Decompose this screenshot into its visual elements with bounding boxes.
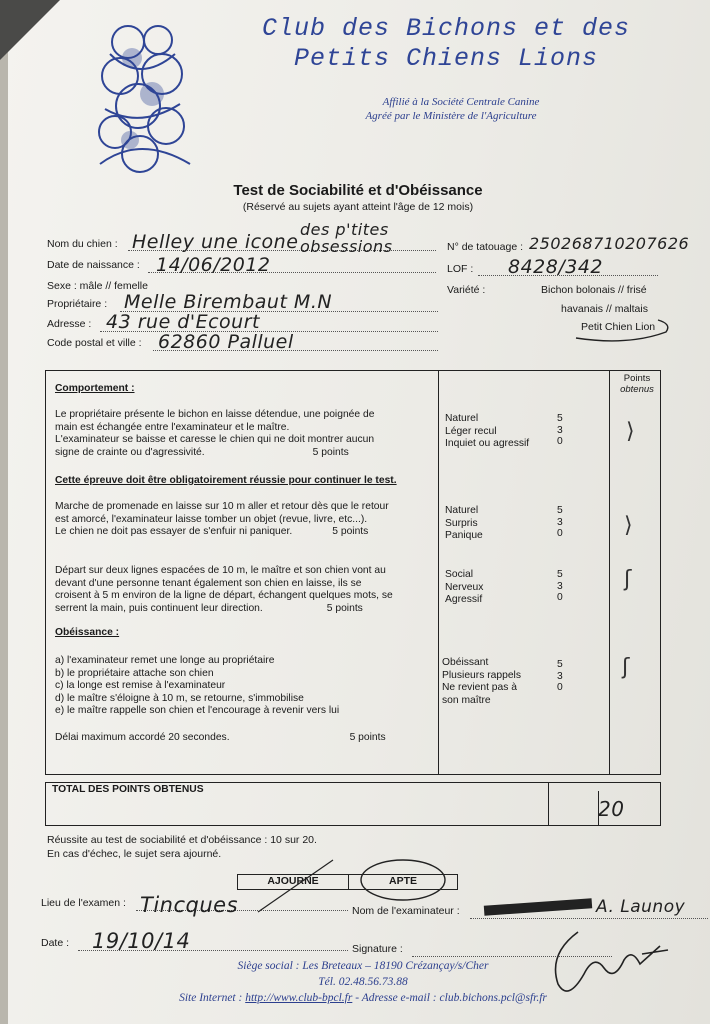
owner-label: Propriétaire :: [47, 298, 108, 310]
section4-check-icon: ʃ: [622, 655, 630, 680]
tattoo-label: N° de tatouage :: [447, 241, 524, 253]
total-box: [45, 782, 661, 826]
form-sheet: [8, 0, 710, 1024]
section2-check-icon: ⟩: [624, 513, 633, 538]
variety-label: Variété :: [447, 284, 486, 296]
form-subtitle: (Réservé au sujets ayant atteint l'âge de 12 mois): [242, 201, 474, 213]
section1-options: Naturel Léger recul Inquiet ou agressif: [445, 413, 530, 449]
obedience-heading: Obéissance :: [55, 627, 120, 638]
signature-label: Signature :: [352, 943, 403, 955]
place-value: Tincques: [140, 893, 239, 917]
section4-options: Obéissant Plusieurs rappels Ne revient pas à son maître: [442, 657, 521, 706]
tattoo-value: 250268710207626: [529, 234, 690, 253]
footer-web: Site Internet : http://www.club-bpcl.fr - Adresse e-mail : club.bichons.pcl@sfr.fr: [179, 992, 547, 1004]
section1-check-icon: ⟩: [626, 419, 635, 444]
owner-value: Melle Birembaut M.N: [124, 291, 333, 313]
section4-scores: 5 3 0: [557, 659, 563, 693]
examiner-label: Nom de l'examinateur :: [352, 905, 460, 917]
footer-phone: Tél. 02.48.56.73.88: [318, 976, 408, 988]
address-label: Adresse :: [47, 318, 92, 330]
section1-text: Le propriétaire présente le bichon en laisse détendue, une poignée de main est échangée entre l'examinateur et le maître. L'examinateur se baisse et caresse le chien qui ne doit montrer aucun signe de crainte ou d'agressivité. 5 points: [55, 409, 375, 458]
website-link[interactable]: http://www.club-bpcl.fr: [245, 992, 353, 1004]
examiner-value: A. Launoy: [596, 897, 686, 917]
variety-option-3: Petit Chien Lion: [581, 321, 656, 333]
date-value: 19/10/14: [92, 929, 191, 953]
birth-value: 14/06/2012: [156, 254, 271, 276]
footer-address: Siège social : Les Breteaux – 18190 Crézançay/s/Cher: [237, 960, 489, 972]
affiliation-line-2: Agréé par le Ministère de l'Agriculture: [365, 110, 537, 122]
result-line-2: En cas d'échec, le sujet sera ajourné.: [47, 848, 222, 860]
ajourne-box: AJOURNE: [237, 874, 349, 890]
variety-option-1: Bichon bolonais // frisé: [541, 284, 647, 296]
dog-name-value: Helley une icone: [132, 231, 299, 253]
affiliation-line-1: Affilié à la Société Centrale Canine: [382, 96, 540, 108]
section3-check-icon: ʃ: [624, 567, 632, 592]
club-title: Club des Bichons et des Petits Chiens Lions: [261, 14, 631, 73]
total-value: 20: [598, 797, 625, 821]
evaluation-table: [45, 370, 661, 775]
postal-value: 62860 Palluel: [158, 331, 294, 353]
form-title: Test de Sociabilité et d'Obéissance: [233, 182, 483, 199]
section4-text: a) l'examinateur remet une longe au propriétaire b) le propriétaire attache son chien c) la longe est remise à l'examinateur d) le maître s'éloigne à 10 m, se retourne, s'immobilise e) le maître rappelle son chien et l'encourage à revenir vers lui: [55, 655, 340, 716]
postal-label: Code postal et ville :: [47, 337, 142, 349]
section3-scores: 5 3 0: [557, 569, 563, 603]
birth-label: Date de naissance :: [47, 259, 140, 271]
lof-label: LOF :: [447, 263, 474, 275]
section2-scores: 5 3 0: [557, 505, 563, 539]
total-label: TOTAL DES POINTS OBTENUS: [52, 784, 204, 795]
section3-text: Départ sur deux lignes espacées de 10 m, le maître et son chien vont au devant d'une personne tenant également son chien en laisse, ils se croisent à 5 m environ de la ligne de départ, échangent quelques mots, se serrent la main, puis continuent leur direction. 5 points: [55, 565, 393, 614]
section2-options: Naturel Surpris Panique: [445, 505, 483, 541]
result-line-1: Réussite au test de sociabilité et d'obéissance : 10 sur 20.: [47, 834, 317, 846]
dog-name-extra: des p'tites obsessions: [300, 220, 393, 256]
page-corner: [0, 0, 60, 60]
section1-scores: 5 3 0: [557, 413, 563, 447]
section4-delay: Délai maximum accordé 20 secondes. 5 points: [55, 732, 386, 743]
section2-text: Marche de promenade en laisse sur 10 m aller et retour dès que le retour est amorcé, l'examinateur laisse tomber un objet (revue, livre, etc...). Le chien ne doit pas essayer de s'enfuir ni paniquer. 5 points: [55, 501, 389, 537]
circle-mark-icon: [568, 314, 678, 346]
points-header: Points obtenus: [620, 373, 654, 395]
examiner-scribble-icon: [484, 898, 592, 916]
club-logo-icon: [80, 14, 210, 179]
variety-option-2: havanais // maltais: [561, 303, 648, 315]
apte-box: APTE: [348, 874, 458, 890]
behaviour-heading: Comportement :: [55, 383, 135, 394]
dog-name-label: Nom du chien :: [47, 238, 118, 250]
section3-options: Social Nerveux Agressif: [445, 569, 484, 605]
mandatory-note: Cette épreuve doit être obligatoirement réussie pour continuer le test.: [55, 475, 397, 486]
sex-label: Sexe : mâle // femelle: [47, 280, 148, 292]
place-label: Lieu de l'examen :: [41, 897, 126, 909]
date-label: Date :: [41, 937, 70, 949]
lof-value: 8428/342: [508, 256, 604, 278]
address-value: 43 rue d'Ecourt: [106, 311, 260, 333]
